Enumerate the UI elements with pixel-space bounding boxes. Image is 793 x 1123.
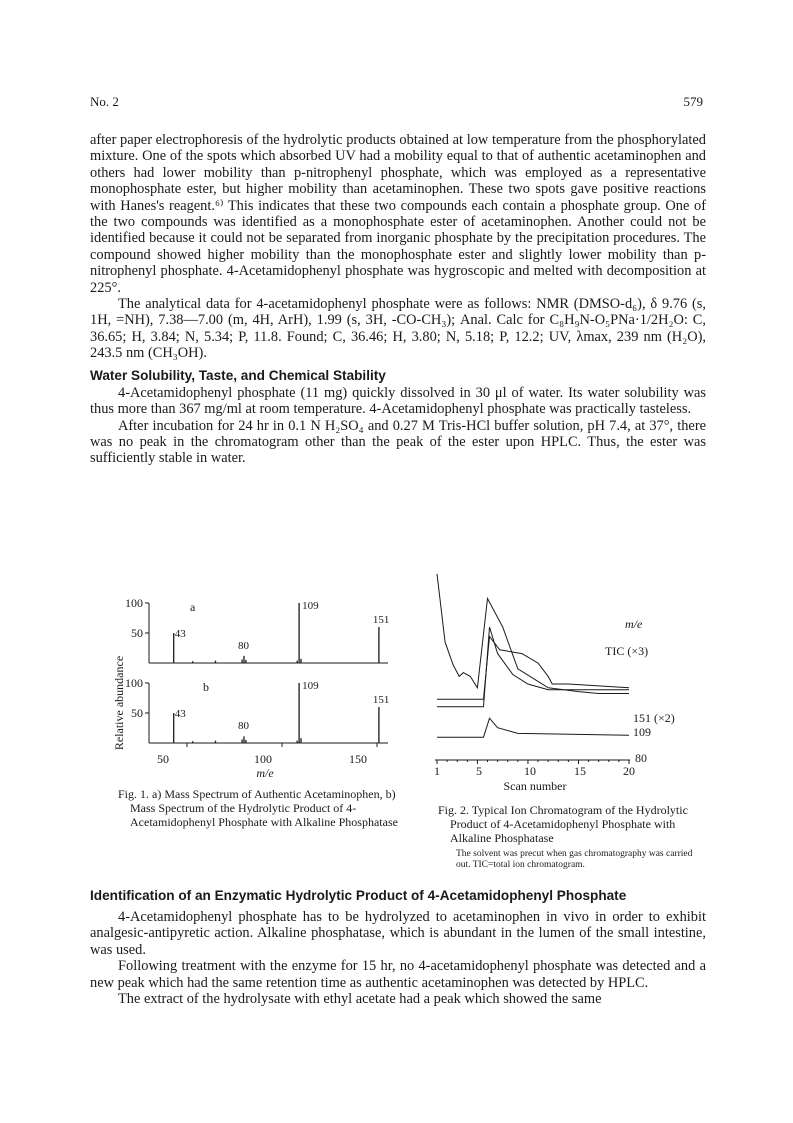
x-tick-150: 150 [349, 752, 367, 766]
trace-label-80: 80 [635, 751, 647, 765]
page-header [90, 94, 703, 114]
x-tick-10: 10 [524, 764, 536, 778]
spectrum-b [125, 676, 389, 747]
peak-label: 80 [238, 640, 249, 652]
x-tick-100: 100 [254, 752, 272, 766]
figure-1-caption: Fig. 1. a) Mass Spectrum of Authentic Acetaminophen, b) Mass Spectrum of the Hydrolytic Product of 4-Acetamidophenyl Phosphate with Alkaline Phosphatase [118, 787, 398, 829]
chromatogram-traces [437, 574, 629, 737]
x-tick-20: 20 [623, 764, 635, 778]
y-tick-label-100: 100 [125, 676, 143, 690]
trace-line [437, 627, 629, 707]
peak-label: 43 [174, 628, 186, 640]
trace-label-me: m/e [625, 617, 643, 631]
y-axis-label: Relative abundance [112, 655, 126, 751]
trace-label-109: 109 [633, 725, 651, 739]
paragraph-5: 4-Acetamidophenyl phosphate has to be hydrolyzed to acetaminophen in vivo in order to exhibit analgesic-antipyretic action. Alkaline phosphatase, which is abundant in the lumen of the small intestine, was used. [90, 909, 706, 958]
y-tick-label-50: 50 [131, 706, 143, 720]
section-heading-1: Water Solubility, Taste, and Chemical Stability [90, 367, 386, 383]
peak-label: 151 [372, 614, 390, 626]
spectrum-a [125, 596, 389, 663]
x-axis-label: Scan number [503, 779, 567, 793]
panel-label: b [203, 680, 209, 694]
figure-1-caption-block [118, 787, 400, 829]
trace-label-151: 151 (×2) [633, 711, 675, 725]
x-tick-5: 5 [476, 764, 482, 778]
paragraph-2: The analytical data for 4-acetamidophenyl phosphate were as follows: NMR (DMSO-d₆), δ 9.76 (s, 1H, =NH), 7.38—7.00 (m, 4H, ArH), 1.99 (s, 3H, -CO-CH₃); Anal. Calc for C₈H₉N-O₅PNa·1/2H₂O: C, 36.65; H, 3.84; N, 5.34; P, 11.8. Found; C, 36.46; H, 3.80; N, 5.18; P, 12.2; UV, λmax, 239 nm (H₂O), 243.5 nm (CH₃OH). [90, 296, 706, 362]
y-tick-label-50: 50 [131, 626, 143, 640]
page-number: 579 [683, 94, 703, 109]
paragraph-4: After incubation for 24 hr in 0.1 N H₂SO₄ and 0.27 M Tris-HCl buffer solution, pH 7.4, at 37°, there was no peak in the chromatogram other than the peak of the ester upon HPLC. Thus, the ester was sufficiently stable in water. [90, 417, 706, 467]
text-block-bottom [90, 888, 706, 1007]
text-block-top [90, 132, 706, 467]
journal-issue: No. 2 [90, 94, 119, 109]
peak-label: 151 [372, 694, 390, 706]
figure-1-mass-spectra [105, 595, 405, 785]
y-tick-label-100: 100 [125, 596, 143, 610]
x-tick-50: 50 [157, 752, 169, 766]
figure-2-ion-chromatogram [425, 560, 715, 800]
trace-line [437, 574, 629, 694]
peak-label: 109 [302, 680, 319, 692]
x-axis-label: m/e [256, 766, 274, 780]
trace-line [437, 718, 629, 737]
paragraph-6: Following treatment with the enzyme for 15 hr, no 4-acetamidophenyl phosphate was detected and a new peak which had the same retention time as authentic acetaminophen was detected by HPLC. [90, 958, 706, 991]
paragraph-1: after paper electrophoresis of the hydrolytic products obtained at low temperature from the phosphorylated mixture. One of the spots which absorbed UV had a mobility equal to that of authentic acetaminophen and others had lower mobility than p-nitrophenyl phosphate, which was employed as a representative monophosphate ester, but higher mobility than acetaminophen. These two spots gave positive reactions with Hanes's reagent.⁶⁾ This indicates that these two compounds each contain a phosphate group. One of the two compounds was identified as a monophosphate ester of acetaminophen. Another could not be identified because it could not be separated from inorganic phosphate by the precipitation procedures. The compound showed higher mobility than the monophosphate ester and slightly lower mobility than p-nitrophenyl phosphate. 4-Acetamidophenyl phosphate was hygroscopic and melted with decomposition at 225°. [90, 132, 706, 296]
peak-label: 80 [238, 720, 249, 732]
trace-label-tic: TIC (×3) [605, 644, 649, 658]
x-tick-15: 15 [574, 764, 586, 778]
figure-2-caption: Fig. 2. Typical Ion Chromatogram of the Hydrolytic Product of 4-Acetamidophenyl Phosphate with Alkaline Phosphatase [438, 803, 688, 845]
figure-2-note: The solvent was precut when gas chromatography was carried out. TIC=total ion chromatogram. [456, 849, 693, 870]
paragraph-7: The extract of the hydrolysate with ethyl acetate had a peak which showed the same [118, 991, 602, 1008]
panel-label: a [190, 600, 196, 614]
paragraph-3: 4-Acetamidophenyl phosphate (11 mg) quickly dissolved in 30 μl of water. Its water solubility was thus more than 367 mg/ml at room temperature. 4-Acetamidophenyl phosphate was practically tasteless. [90, 384, 706, 418]
figure-2-caption-block [438, 803, 703, 871]
section-heading-2: Identification of an Enzymatic Hydrolytic Product of 4-Acetamidophenyl Phosphate [90, 888, 627, 903]
peak-label: 109 [302, 600, 319, 612]
peak-label: 43 [174, 708, 186, 720]
x-tick-1: 1 [434, 764, 440, 778]
